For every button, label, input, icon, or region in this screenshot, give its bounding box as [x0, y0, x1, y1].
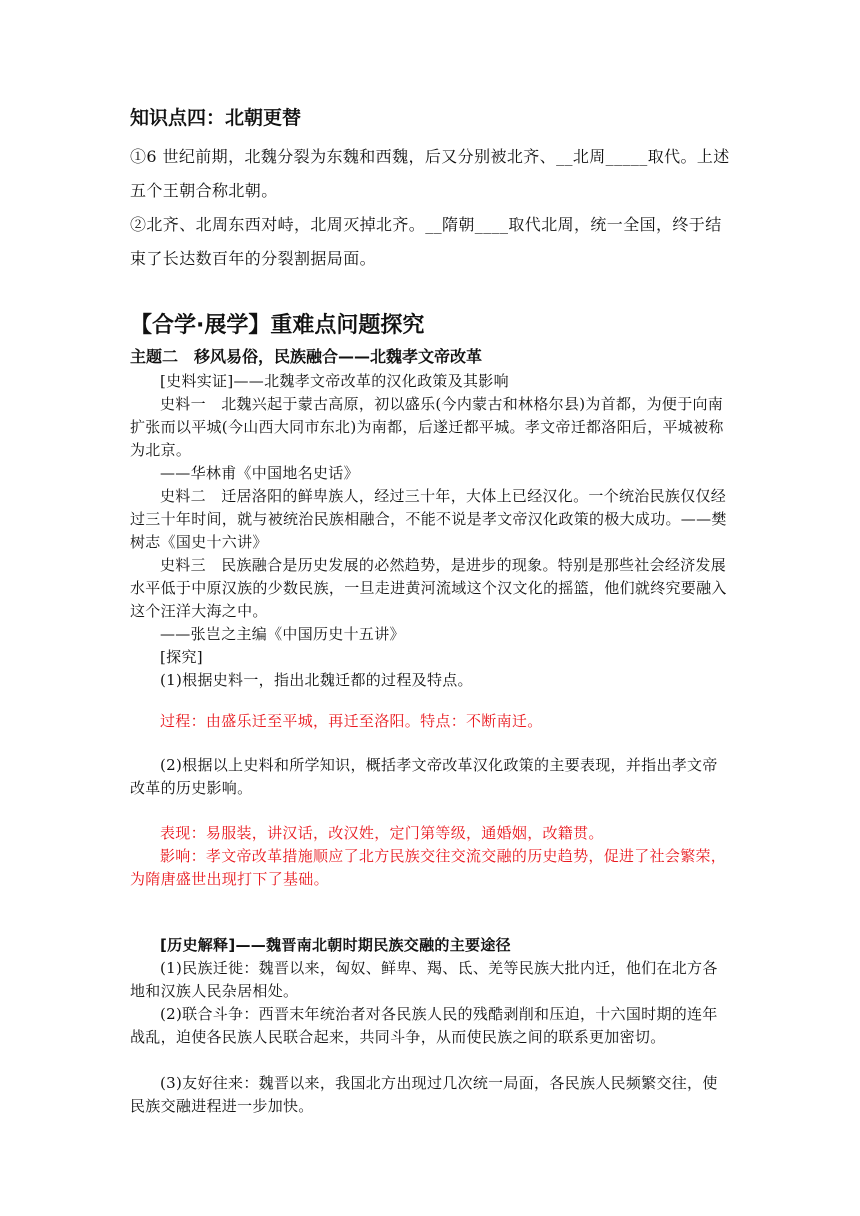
source-two: 史料二 迁居洛阳的鲜卑族人，经过三十年，大体上已经汉化。一个统治民族仅仅经过三十年时间，就与被统治民族相融合，不能不说是孝文帝汉化政策的极大成功。——樊树志《国史十六讲》: [130, 487, 727, 551]
question-two: (2)根据以上史料和所学知识，概括孝文帝改革汉化政策的主要表现，并指出孝文帝改革的历史影响。: [130, 756, 718, 797]
fill-blank-answer: __隋朝____: [425, 215, 509, 234]
paragraph-text: 取代。上述五个王朝合称北朝。: [130, 147, 730, 200]
knowledge-paragraph-1: [130, 140, 732, 208]
paragraph-text: ②北齐、北周东西对峙，北周灭掉北齐。: [130, 215, 426, 234]
source-one-citation: ——华林甫《中国地名史话》: [160, 464, 359, 482]
history-explanation-heading: [历史解释]——魏晋南北朝时期民族交融的主要途径: [160, 936, 511, 954]
paragraph-text: ①6 世纪前期，北魏分裂为东魏和西魏，后又分别被北齐、: [130, 147, 557, 166]
source-three-citation: ——张岂之主编《中国历史十五讲》: [160, 625, 405, 643]
source-one: 史料一 北魏兴起于蒙古高原，初以盛乐(今内蒙古和林格尔县)为首都，为便于向南扩张而以平城(今山西大同市东北)为南都，后遂迁都平城。孝文帝迁都洛阳后，平城被称为北京。: [130, 395, 724, 459]
fill-blank-answer: __北周_____: [556, 147, 648, 166]
knowledge-paragraph-2: [130, 208, 732, 276]
section-title: 【合学·展学】重难点问题探究: [130, 313, 425, 338]
answer-two-influence: 影响：孝文帝改革措施顺应了北方民族交往交流交融的历史趋势，促进了社会繁荣，为隋唐盛世出现打下了基础。: [130, 847, 727, 888]
answer-two-expression: 表现：易服装，讲汉话，改汉姓，定门第等级，通婚姻，改籍贯。: [160, 824, 604, 842]
source-three: 史料三 民族融合是历史发展的必然趋势，是进步的现象。特别是那些社会经济发展水平低于中原汉族的少数民族，一旦走进黄河流域这个汉文化的摇篮，他们就终究要融入这个汪洋大海之中。: [130, 556, 727, 620]
explore-label: [探究]: [160, 648, 203, 666]
paragraph-text: 取代北周，统一全国，终于结束了长达数百年的分裂割据局面。: [130, 215, 722, 268]
knowledge-point-heading: 知识点四：北朝更替: [130, 107, 302, 129]
history-item-joint-struggle: (2)联合斗争：西晋末年统治者对各民族人民的残酷剥削和压迫，十六国时期的连年战乱，迫使各民族人民联合起来，共同斗争，从而使民族之间的联系更加密切。: [130, 1005, 718, 1046]
topic-heading: 主题二 移风易俗，民族融合——北魏孝文帝改革: [130, 347, 483, 366]
question-one: (1)根据史料一，指出北魏迁都的过程及特点。: [160, 671, 473, 689]
source-intro: [史料实证]——北魏孝文帝改革的汉化政策及其影响: [160, 372, 509, 390]
history-item-migration: (1)民族迁徙：魏晋以来，匈奴、鲜卑、羯、氐、羌等民族大批内迁，他们在北方各地和汉族人民杂居相处。: [130, 959, 718, 1000]
answer-one: 过程：由盛乐迁至平城，再迁至洛阳。特点：不断南迁。: [160, 712, 543, 730]
history-item-friendly-exchange: (3)友好往来：魏晋以来，我国北方出现过几次统一局面，各民族人民频繁交往，使民族交融进程进一步加快。: [130, 1074, 718, 1115]
